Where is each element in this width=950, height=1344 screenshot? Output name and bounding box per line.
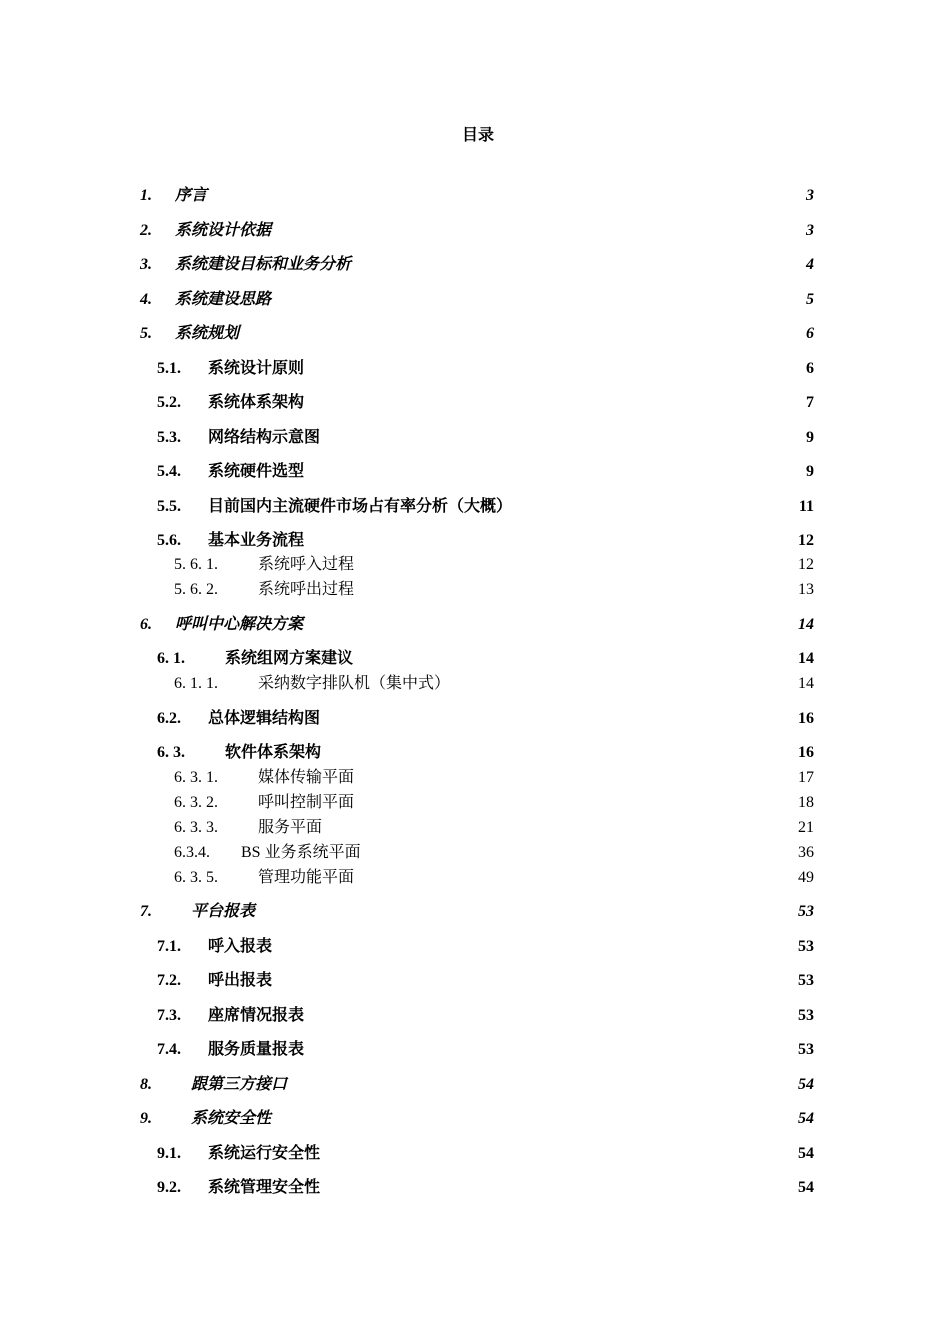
- toc-entry[interactable]: [0, 741, 950, 765]
- toc-entry-title: 平台报表: [191, 903, 256, 920]
- toc-entry-title: 系统呼出过程: [258, 581, 355, 598]
- toc-entry-number: 6. 3.: [157, 744, 185, 761]
- toc-entry[interactable]: [0, 184, 950, 208]
- toc-entry-number: 6.2.: [157, 710, 181, 727]
- toc-entry[interactable]: [0, 841, 950, 865]
- toc-entry-number: 6. 3. 5.: [174, 869, 218, 886]
- toc-entry-title: 总体逻辑结构图: [208, 710, 321, 727]
- toc-entry-number: 4.: [140, 291, 152, 308]
- toc-entry-number: 5.1.: [157, 360, 181, 377]
- toc-entry[interactable]: [0, 495, 950, 519]
- toc-entry[interactable]: [0, 816, 950, 840]
- toc-entry-number: 6. 1.: [157, 650, 185, 667]
- toc-entry-page: 54: [798, 1110, 814, 1127]
- toc-entry[interactable]: [0, 1038, 950, 1062]
- toc-entry-title: 网络结构示意图: [208, 429, 321, 446]
- toc-entry-page: 49: [798, 869, 814, 886]
- toc-entry-page: 54: [798, 1145, 814, 1162]
- toc-entry[interactable]: [0, 288, 950, 312]
- toc-entry-title: 系统管理安全性: [208, 1179, 321, 1196]
- toc-entry[interactable]: [0, 791, 950, 815]
- toc-entry[interactable]: [0, 935, 950, 959]
- toc-entry-page: 53: [798, 938, 814, 955]
- toc-entry-title: 服务平面: [258, 819, 323, 836]
- toc-entry-title: 系统运行安全性: [208, 1145, 321, 1162]
- toc-entry[interactable]: [0, 1176, 950, 1200]
- toc-entry[interactable]: [0, 766, 950, 790]
- toc-entry-title: 服务质量报表: [208, 1041, 305, 1058]
- toc-entry-number: 6.3.4.: [174, 844, 210, 861]
- toc-entry-page: 53: [798, 903, 814, 920]
- toc-entry-page: 14: [798, 650, 814, 667]
- toc-entry[interactable]: [0, 529, 950, 553]
- toc-entry-number: 6. 3. 2.: [174, 794, 218, 811]
- toc-entry-number: 9.2.: [157, 1179, 181, 1196]
- toc-entry[interactable]: [0, 707, 950, 731]
- toc-entry-page: 13: [798, 581, 814, 598]
- toc-entry-page: 14: [798, 675, 814, 692]
- toc-entry-title: 系统安全性: [191, 1110, 272, 1127]
- toc-entry-title: 系统组网方案建议: [225, 650, 354, 667]
- toc-entry-number: 7.3.: [157, 1007, 181, 1024]
- toc-entry-number: 7.: [140, 903, 152, 920]
- toc-entry-page: 3: [806, 222, 814, 239]
- toc-entry-page: 9: [806, 463, 814, 480]
- toc-entry-page: 12: [798, 556, 814, 573]
- toc-entry-title: 目前国内主流硬件市场占有率分析（大概）: [208, 498, 513, 515]
- toc-entry-number: 5. 6. 1.: [174, 556, 218, 573]
- toc-entry-number: 6. 1. 1.: [174, 675, 218, 692]
- toc-entry-title: 系统硬件选型: [208, 463, 305, 480]
- toc-entry[interactable]: [0, 253, 950, 277]
- page-title: 目录: [461, 127, 494, 144]
- toc-entry[interactable]: [0, 647, 950, 671]
- toc-entry[interactable]: [0, 322, 950, 346]
- toc-entry[interactable]: [0, 357, 950, 381]
- toc-entry[interactable]: [0, 460, 950, 484]
- toc-entry-page: 17: [798, 769, 814, 786]
- toc-entry[interactable]: [0, 900, 950, 924]
- toc-entry-title: 系统建设目标和业务分析: [175, 256, 352, 273]
- toc-entry-page: 9: [806, 429, 814, 446]
- toc-entry-title: 序言: [175, 187, 208, 204]
- toc-entry-title: 软件体系架构: [225, 744, 322, 761]
- toc-entry-page: 6: [806, 360, 814, 377]
- toc-entry-page: 53: [798, 1007, 814, 1024]
- toc-entry-number: 5.5.: [157, 498, 181, 515]
- toc-entry-page: 4: [806, 256, 814, 273]
- toc-entry-page: 18: [798, 794, 814, 811]
- toc-entry-title: 基本业务流程: [208, 532, 305, 549]
- toc-entry-page: 53: [798, 972, 814, 989]
- toc-entry-title: 呼出报表: [208, 972, 273, 989]
- toc-entry-title: 系统呼入过程: [258, 556, 355, 573]
- toc-entry-title: 系统设计依据: [175, 222, 272, 239]
- toc-entry-page: 5: [806, 291, 814, 308]
- toc-entry-page: 54: [798, 1179, 814, 1196]
- toc-entry-number: 6. 3. 3.: [174, 819, 218, 836]
- toc-entry-page: 54: [798, 1076, 814, 1093]
- toc-entry-title: BS 业务系统平面: [241, 844, 361, 861]
- toc-entry-title: 系统建设思路: [175, 291, 272, 308]
- toc-entry-number: 5. 6. 2.: [174, 581, 218, 598]
- toc-entry-number: 8.: [140, 1076, 152, 1093]
- toc-entry-number: 5.6.: [157, 532, 181, 549]
- toc-entry[interactable]: [0, 866, 950, 890]
- toc-entry-number: 7.2.: [157, 972, 181, 989]
- toc-entry-number: 3.: [140, 256, 152, 273]
- toc-entry-number: 7.1.: [157, 938, 181, 955]
- toc-entry[interactable]: [0, 1073, 950, 1097]
- toc-entry-number: 6. 3. 1.: [174, 769, 218, 786]
- toc-entry[interactable]: [0, 426, 950, 450]
- toc-entry-title: 系统设计原则: [208, 360, 305, 377]
- toc-entry-page: 21: [798, 819, 814, 836]
- toc-entry[interactable]: [0, 1004, 950, 1028]
- toc-entry-title: 呼入报表: [208, 938, 273, 955]
- toc-entry-page: 16: [798, 710, 814, 727]
- toc-entry-number: 5.3.: [157, 429, 181, 446]
- toc-entry-number: 9.1.: [157, 1145, 181, 1162]
- toc-entry-page: 3: [806, 187, 814, 204]
- toc-entry-number: 2.: [140, 222, 152, 239]
- toc-entry[interactable]: [0, 1107, 950, 1131]
- toc-entry[interactable]: [0, 1142, 950, 1166]
- toc-entry-page: 7: [806, 394, 814, 411]
- toc-entry-title: 座席情况报表: [208, 1007, 305, 1024]
- toc-entry-number: 5.4.: [157, 463, 181, 480]
- toc-entry-title: 采纳数字排队机（集中式）: [258, 675, 451, 692]
- toc-entry-page: 36: [798, 844, 814, 861]
- toc-entry-title: 系统规划: [175, 325, 240, 342]
- toc-entry[interactable]: [0, 672, 950, 696]
- toc-entry[interactable]: [0, 391, 950, 415]
- toc-entry[interactable]: [0, 613, 950, 637]
- toc-entry-title: 系统体系架构: [208, 394, 305, 411]
- toc-entry[interactable]: [0, 219, 950, 243]
- toc-entry-page: 14: [798, 616, 814, 633]
- toc-entry[interactable]: [0, 969, 950, 993]
- toc-entry-title: 媒体传输平面: [258, 769, 355, 786]
- toc-entry[interactable]: [0, 578, 950, 602]
- toc-entry-number: 5.2.: [157, 394, 181, 411]
- toc-entry-title: 呼叫中心解决方案: [175, 616, 304, 633]
- toc-entry-number: 9.: [140, 1110, 152, 1127]
- toc-entry-page: 16: [798, 744, 814, 761]
- toc-entry-page: 11: [798, 498, 814, 515]
- toc-entry-title: 呼叫控制平面: [258, 794, 355, 811]
- toc-entry-page: 53: [798, 1041, 814, 1058]
- toc-entry-page: 12: [798, 532, 814, 549]
- toc-entry-title: 跟第三方接口: [191, 1076, 288, 1093]
- toc-entry-title: 管理功能平面: [258, 869, 355, 886]
- toc-entry-number: 1.: [140, 187, 152, 204]
- toc-entry-number: 5.: [140, 325, 152, 342]
- toc-entry-page: 6: [806, 325, 814, 342]
- toc-entry-number: 6.: [140, 616, 152, 633]
- toc-entry[interactable]: [0, 553, 950, 577]
- toc-entry-number: 7.4.: [157, 1041, 181, 1058]
